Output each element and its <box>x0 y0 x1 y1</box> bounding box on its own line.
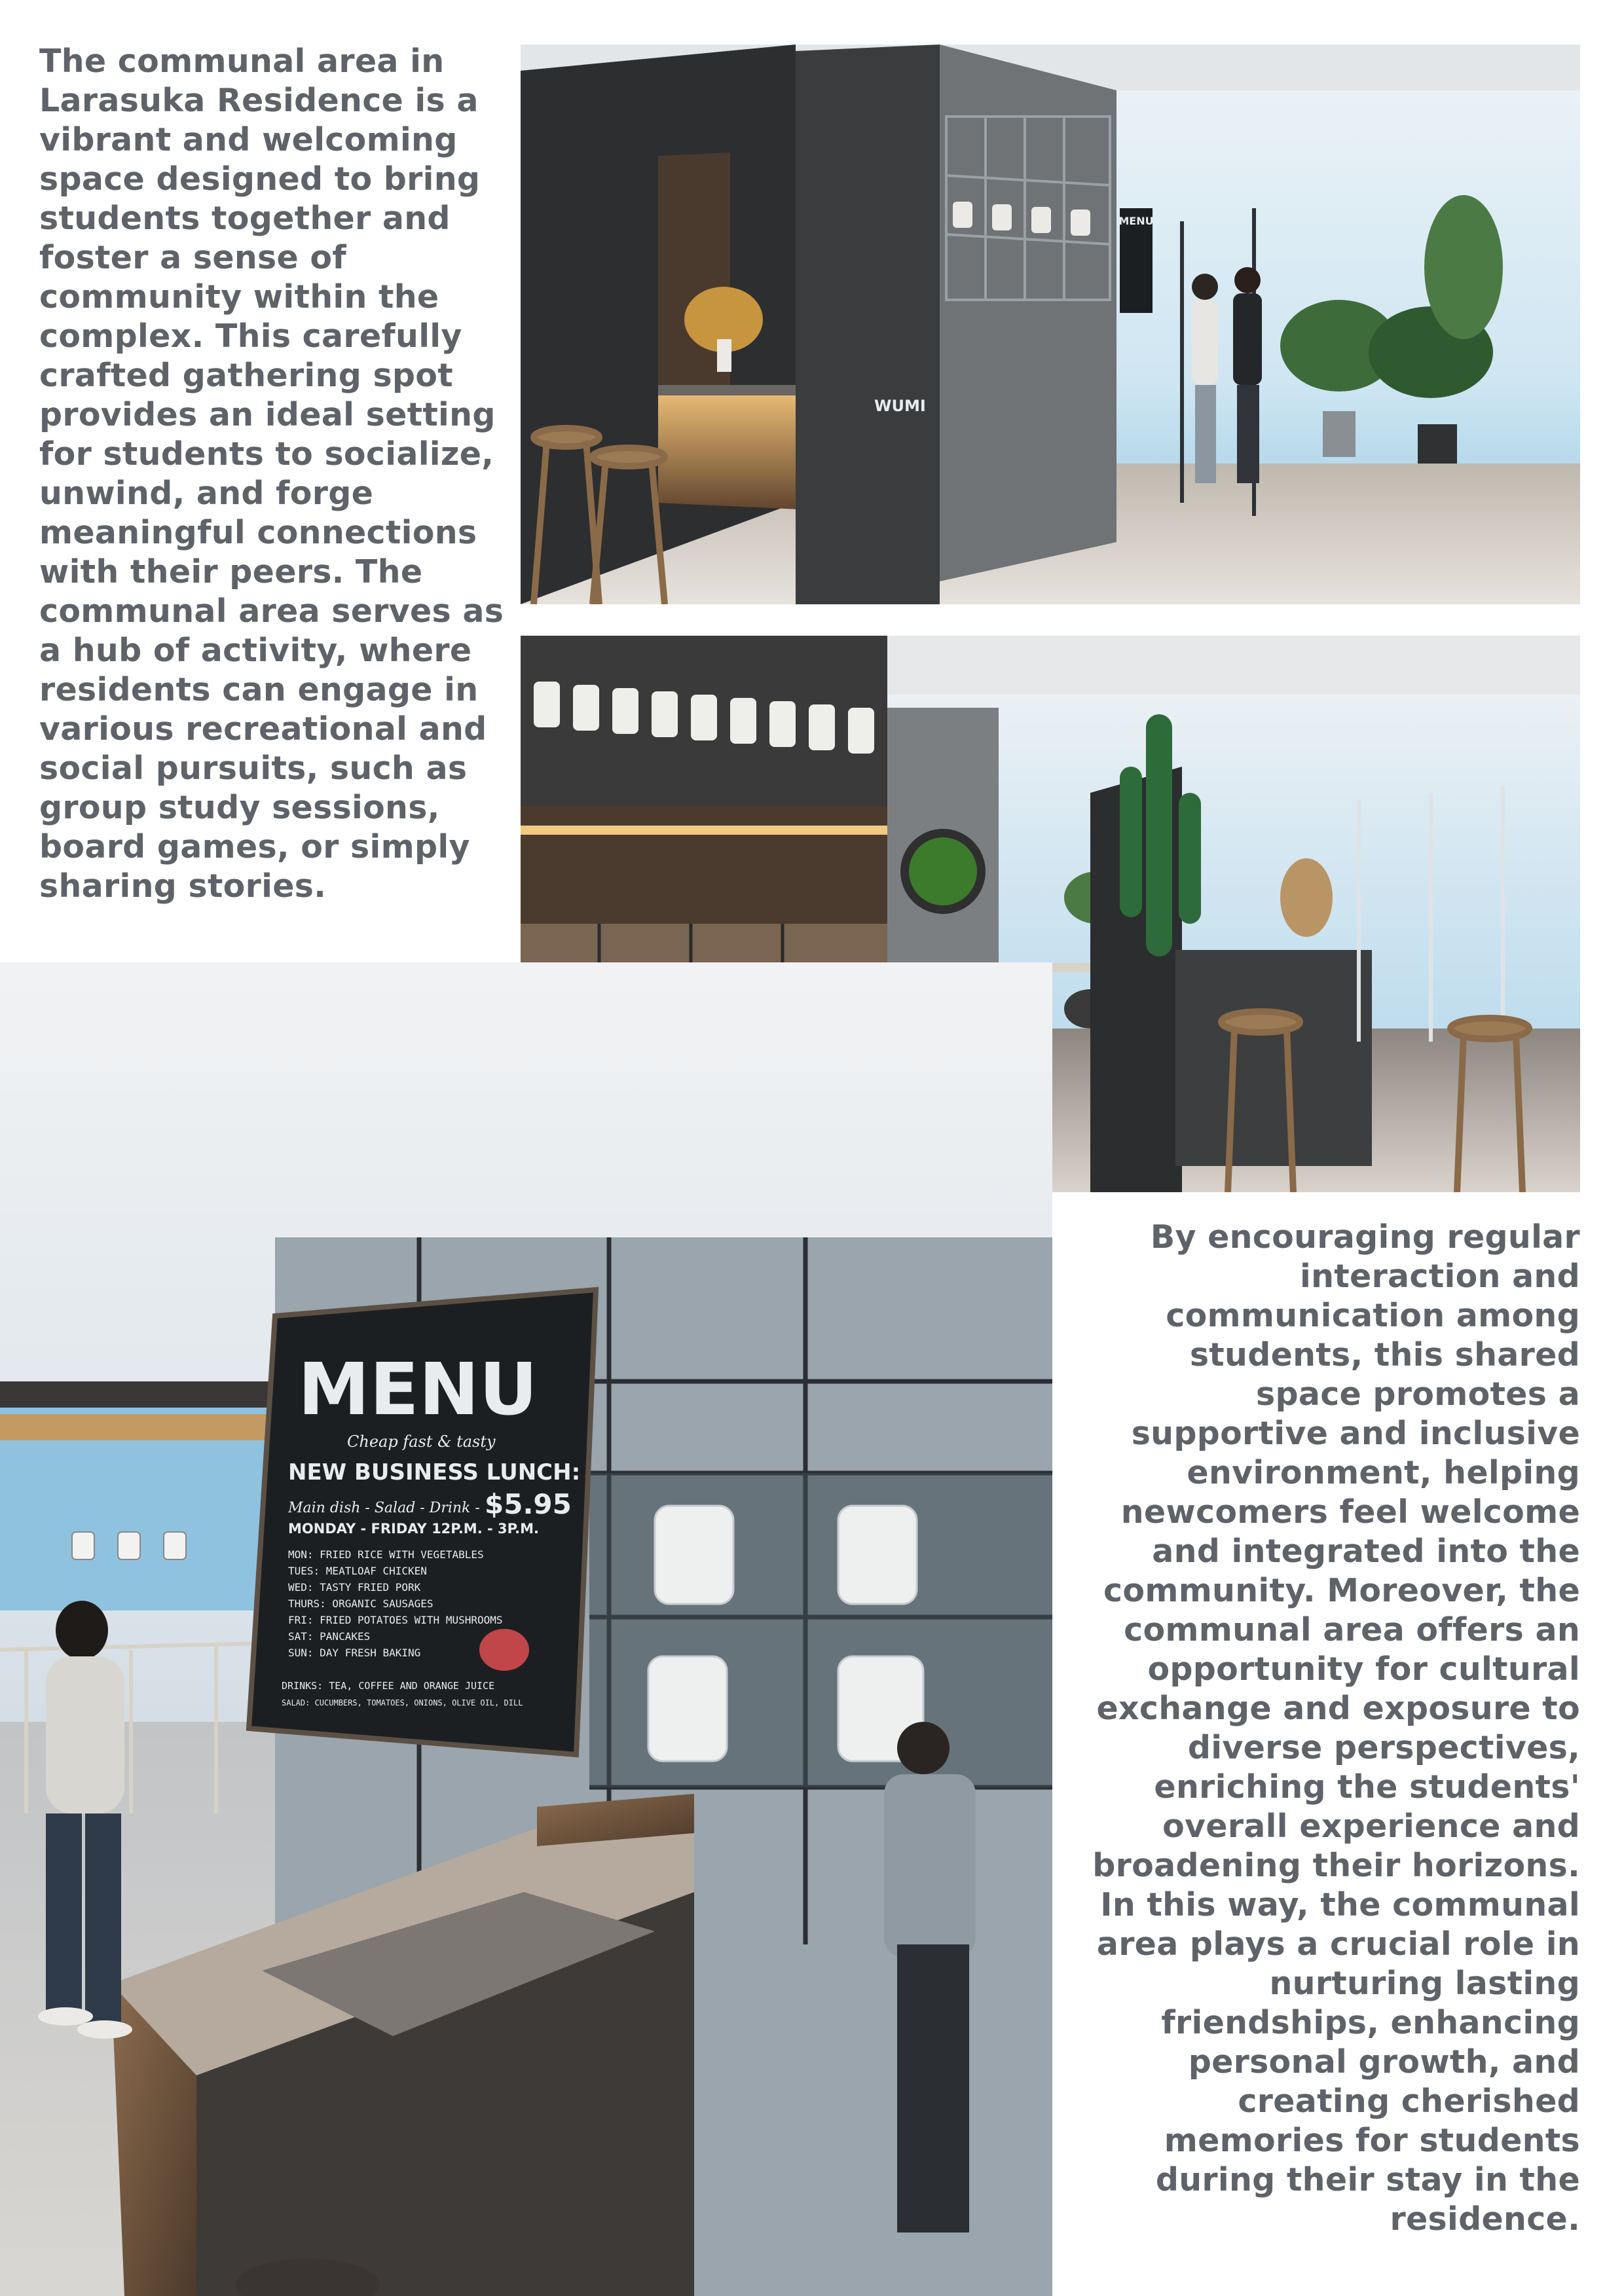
menu-hours: MONDAY - FRIDAY 12P.M. - 3P.M. <box>288 1521 540 1537</box>
standing-person <box>38 1601 132 2039</box>
menu-heading: NEW BUSINESS LUNCH: <box>288 1459 581 1485</box>
menu-combo: Main dish - Salad - Drink - <box>288 1500 480 1516</box>
outro-paragraph: In this way, the communal area plays a crucial role in nurturing lasting friendships, enhancing personal growth, and creating cherished memories for students during their stay in the residence. <box>1096 1886 1580 2238</box>
intro-paragraph: The communal area in Larasuka Residence is a vibrant and welcoming space designed to bring students together and foster a sense of community within the complex. This carefully crafted gathering spot provides an ideal setting for students to socialize, unwind, and forge meaningful connections with their peers. The communal area serves as a hub of activity, where residents can engage in various recreational and social pursuits, such as group study sessions, board games, or simply sharing stories. <box>39 43 504 905</box>
menu-title: MENU <box>298 1347 538 1431</box>
bar-counter-render <box>521 45 1580 604</box>
menu-day-item: MON: FRIED RICE WITH VEGETABLES <box>288 1548 484 1561</box>
menu-price: $5.95 <box>485 1488 572 1520</box>
menu-counter-render <box>0 962 1052 2296</box>
chalkboard-menu <box>249 1290 596 1755</box>
bar-counter-illustration <box>521 45 1580 604</box>
menu-day-item: WED: TASTY FRIED PORK <box>288 1581 421 1594</box>
outro-paragraph: By encouraging regular interaction and communication among students, this shared space promotes a supportive and inclusive environment, helping newcomers feel welcome and integrated into the community. Moreover, the communal area offers an opportunity for cultural exchange and exposure to diverse perspectives, enriching the students' overall experience and broadening their horizons. <box>1092 1218 1580 1884</box>
outro-text <box>1084 1218 1580 2239</box>
menu-day-item: THURS: ORGANIC SAUSAGES <box>288 1597 434 1610</box>
menu-salad: SALAD: CUCUMBERS, TOMATOES, ONIONS, OLIVE OIL, DILL <box>282 1698 523 1707</box>
menu-counter-illustration <box>0 962 1052 2296</box>
pendant-lights <box>72 1532 186 1559</box>
menu-day-item: FRI: FRIED POTATOES WITH MUSHROOMS <box>288 1614 503 1626</box>
menu-day-item: TUES: MEATLOAF CHICKEN <box>288 1565 427 1577</box>
menu-tagline: Cheap fast & tasty <box>347 1432 496 1451</box>
menu-drinks: DRINKS: TEA, COFFEE AND ORANGE JUICE <box>282 1680 495 1692</box>
menu-day-item: SUN: DAY FRESH BAKING <box>288 1647 421 1659</box>
barista <box>884 1722 976 2232</box>
counter-sign: WUMI <box>874 397 926 415</box>
menu-day-item: SAT: PANCAKES <box>288 1630 371 1643</box>
menu-board-title: MENU <box>1118 215 1154 227</box>
